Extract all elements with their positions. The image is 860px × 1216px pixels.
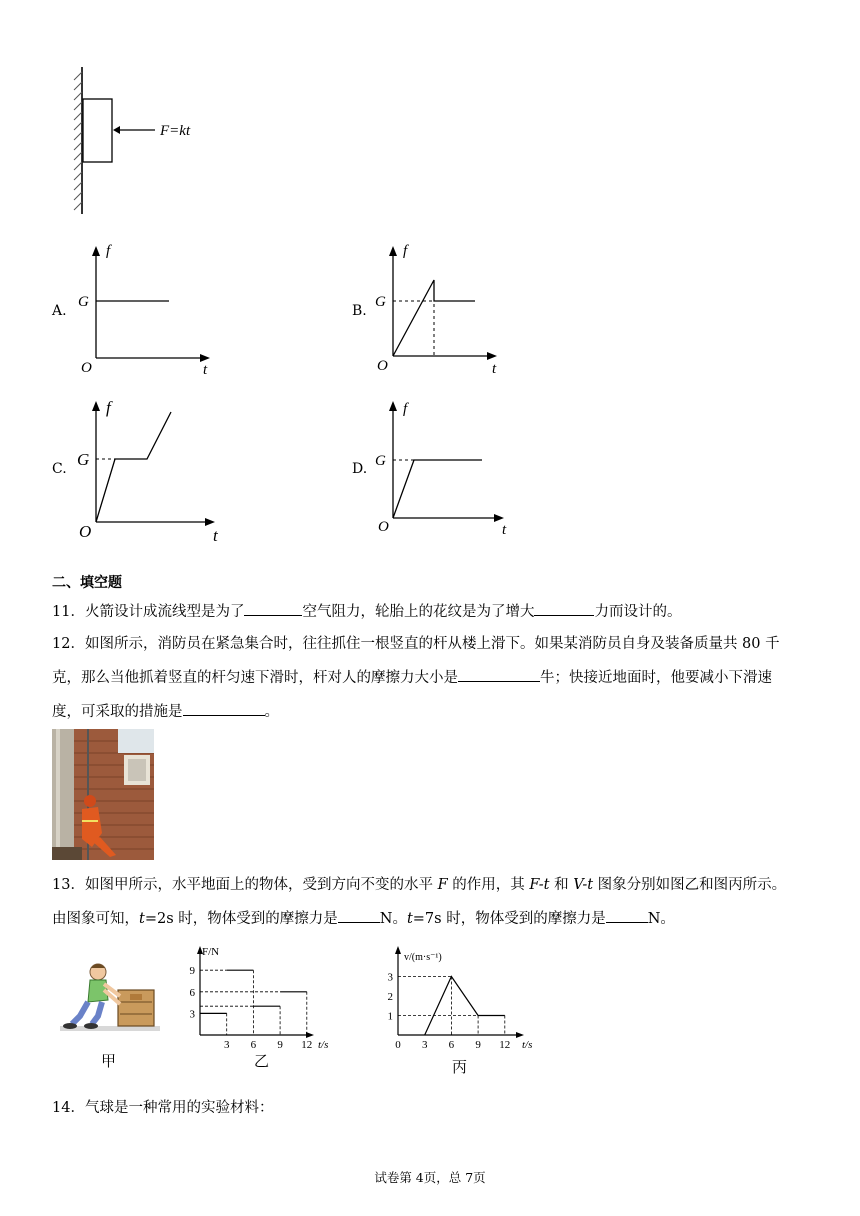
friction-line bbox=[96, 412, 171, 522]
section-title: 二、填空题 bbox=[52, 575, 122, 591]
blank-11-2[interactable] bbox=[534, 601, 594, 616]
chart-bing-ylabel: v/(m·s⁻¹) bbox=[404, 952, 442, 963]
x-axis-label: t bbox=[213, 526, 218, 545]
x-tick-label: 6 bbox=[250, 1039, 257, 1050]
velocity-line bbox=[425, 977, 505, 1036]
g-label: G bbox=[375, 294, 386, 310]
page-footer: 试卷第 4页，总 7页 bbox=[374, 1170, 486, 1185]
y-tick-label: 3 bbox=[189, 1008, 195, 1021]
y-axis-label: f bbox=[403, 401, 408, 417]
chart-yi-ylabel: F/N bbox=[202, 946, 220, 958]
block bbox=[83, 99, 112, 162]
g-label: G bbox=[78, 294, 89, 310]
x-tick-label: 9 bbox=[475, 1039, 481, 1050]
x-tick-label: 9 bbox=[277, 1039, 283, 1050]
y-axis-label: f bbox=[106, 243, 111, 259]
option-b-graph bbox=[372, 240, 522, 375]
chart-yi-xlabel: t/s bbox=[318, 1039, 329, 1050]
origin-label: O bbox=[79, 522, 92, 541]
caption-jia: 甲 bbox=[101, 1052, 117, 1070]
question-13-line1: 13．如图甲所示，水平地面上的物体，受到方向不变的水平 F 的作用，其 F-t 和 V-t 图象分别如图乙和图丙所示。 bbox=[52, 877, 787, 893]
option-b-label: B. bbox=[352, 303, 367, 319]
blank-12-1[interactable] bbox=[458, 667, 540, 682]
question-13-line2: 由图象可知，t=2s 时，物体受到的摩擦力是 N。t=7s 时，物体受到的摩擦力是 N。 bbox=[52, 908, 675, 929]
chart-yi bbox=[180, 940, 350, 1050]
wall-block-figure bbox=[60, 62, 250, 222]
chart-bing bbox=[378, 940, 548, 1050]
blank-13-1[interactable] bbox=[338, 908, 380, 923]
origin-label: O bbox=[378, 519, 389, 535]
option-d-label: D. bbox=[352, 461, 368, 477]
y-tick-label: 3 bbox=[387, 971, 393, 984]
option-c-label: C. bbox=[52, 461, 67, 477]
chart-bing-xlabel: t/s bbox=[522, 1039, 533, 1050]
x-tick-label: 12 bbox=[499, 1039, 511, 1050]
x-tick-label: 0 bbox=[395, 1039, 401, 1050]
caption-yi: 乙 bbox=[254, 1052, 270, 1070]
question-11: 11．火箭设计成流线型是为了 空气阻力，轮胎上的花纹是为了增大 力而设计的。 bbox=[52, 601, 681, 622]
option-d-graph bbox=[372, 395, 522, 540]
question-12-line1: 12．如图所示，消防员在紧急集合时，往往抓住一根竖直的杆从楼上滑下。如果某消防员自身及装备质量共 80 千 bbox=[52, 636, 780, 652]
y-tick-label: 9 bbox=[189, 965, 195, 978]
firefighter-photo bbox=[52, 729, 154, 860]
y-tick-label: 1 bbox=[387, 1010, 393, 1023]
blank-13-2[interactable] bbox=[606, 908, 648, 923]
y-tick-label: 2 bbox=[387, 991, 393, 1003]
question-12-line2: 克，那么当他抓着竖直的杆匀速下滑时，杆对人的摩擦力大小是 牛；快接近地面时，他要减小下滑速 bbox=[52, 667, 772, 688]
option-c-graph bbox=[75, 395, 235, 545]
question-12-line3: 度，可采取的措施是 。 bbox=[52, 701, 279, 722]
question-14: 14．气球是一种常用的实验材料： bbox=[52, 1100, 274, 1116]
origin-label: O bbox=[81, 360, 92, 375]
caption-bing: 丙 bbox=[452, 1058, 468, 1076]
force-label: F=kt bbox=[160, 123, 191, 139]
g-label: G bbox=[375, 453, 386, 469]
origin-label: O bbox=[377, 358, 388, 374]
blank-11-1[interactable] bbox=[244, 601, 302, 616]
y-axis-label: f bbox=[106, 398, 111, 417]
x-axis-label: t bbox=[492, 361, 497, 375]
y-tick-label: 6 bbox=[189, 986, 195, 999]
g-label: G bbox=[77, 450, 90, 469]
wall-hatching bbox=[74, 67, 82, 214]
y-axis-label: f bbox=[403, 243, 408, 259]
option-a-label: A. bbox=[52, 303, 67, 319]
x-tick-label: 6 bbox=[448, 1039, 455, 1050]
x-axis-label: t bbox=[502, 522, 507, 538]
blank-12-2[interactable] bbox=[183, 701, 265, 716]
x-tick-label: 12 bbox=[301, 1039, 313, 1050]
friction-line bbox=[393, 460, 482, 518]
option-a-graph bbox=[75, 240, 225, 375]
person-pushing-box-figure bbox=[58, 960, 163, 1042]
x-axis-label: t bbox=[203, 362, 208, 375]
x-tick-label: 3 bbox=[223, 1039, 230, 1050]
x-tick-label: 3 bbox=[421, 1039, 428, 1050]
